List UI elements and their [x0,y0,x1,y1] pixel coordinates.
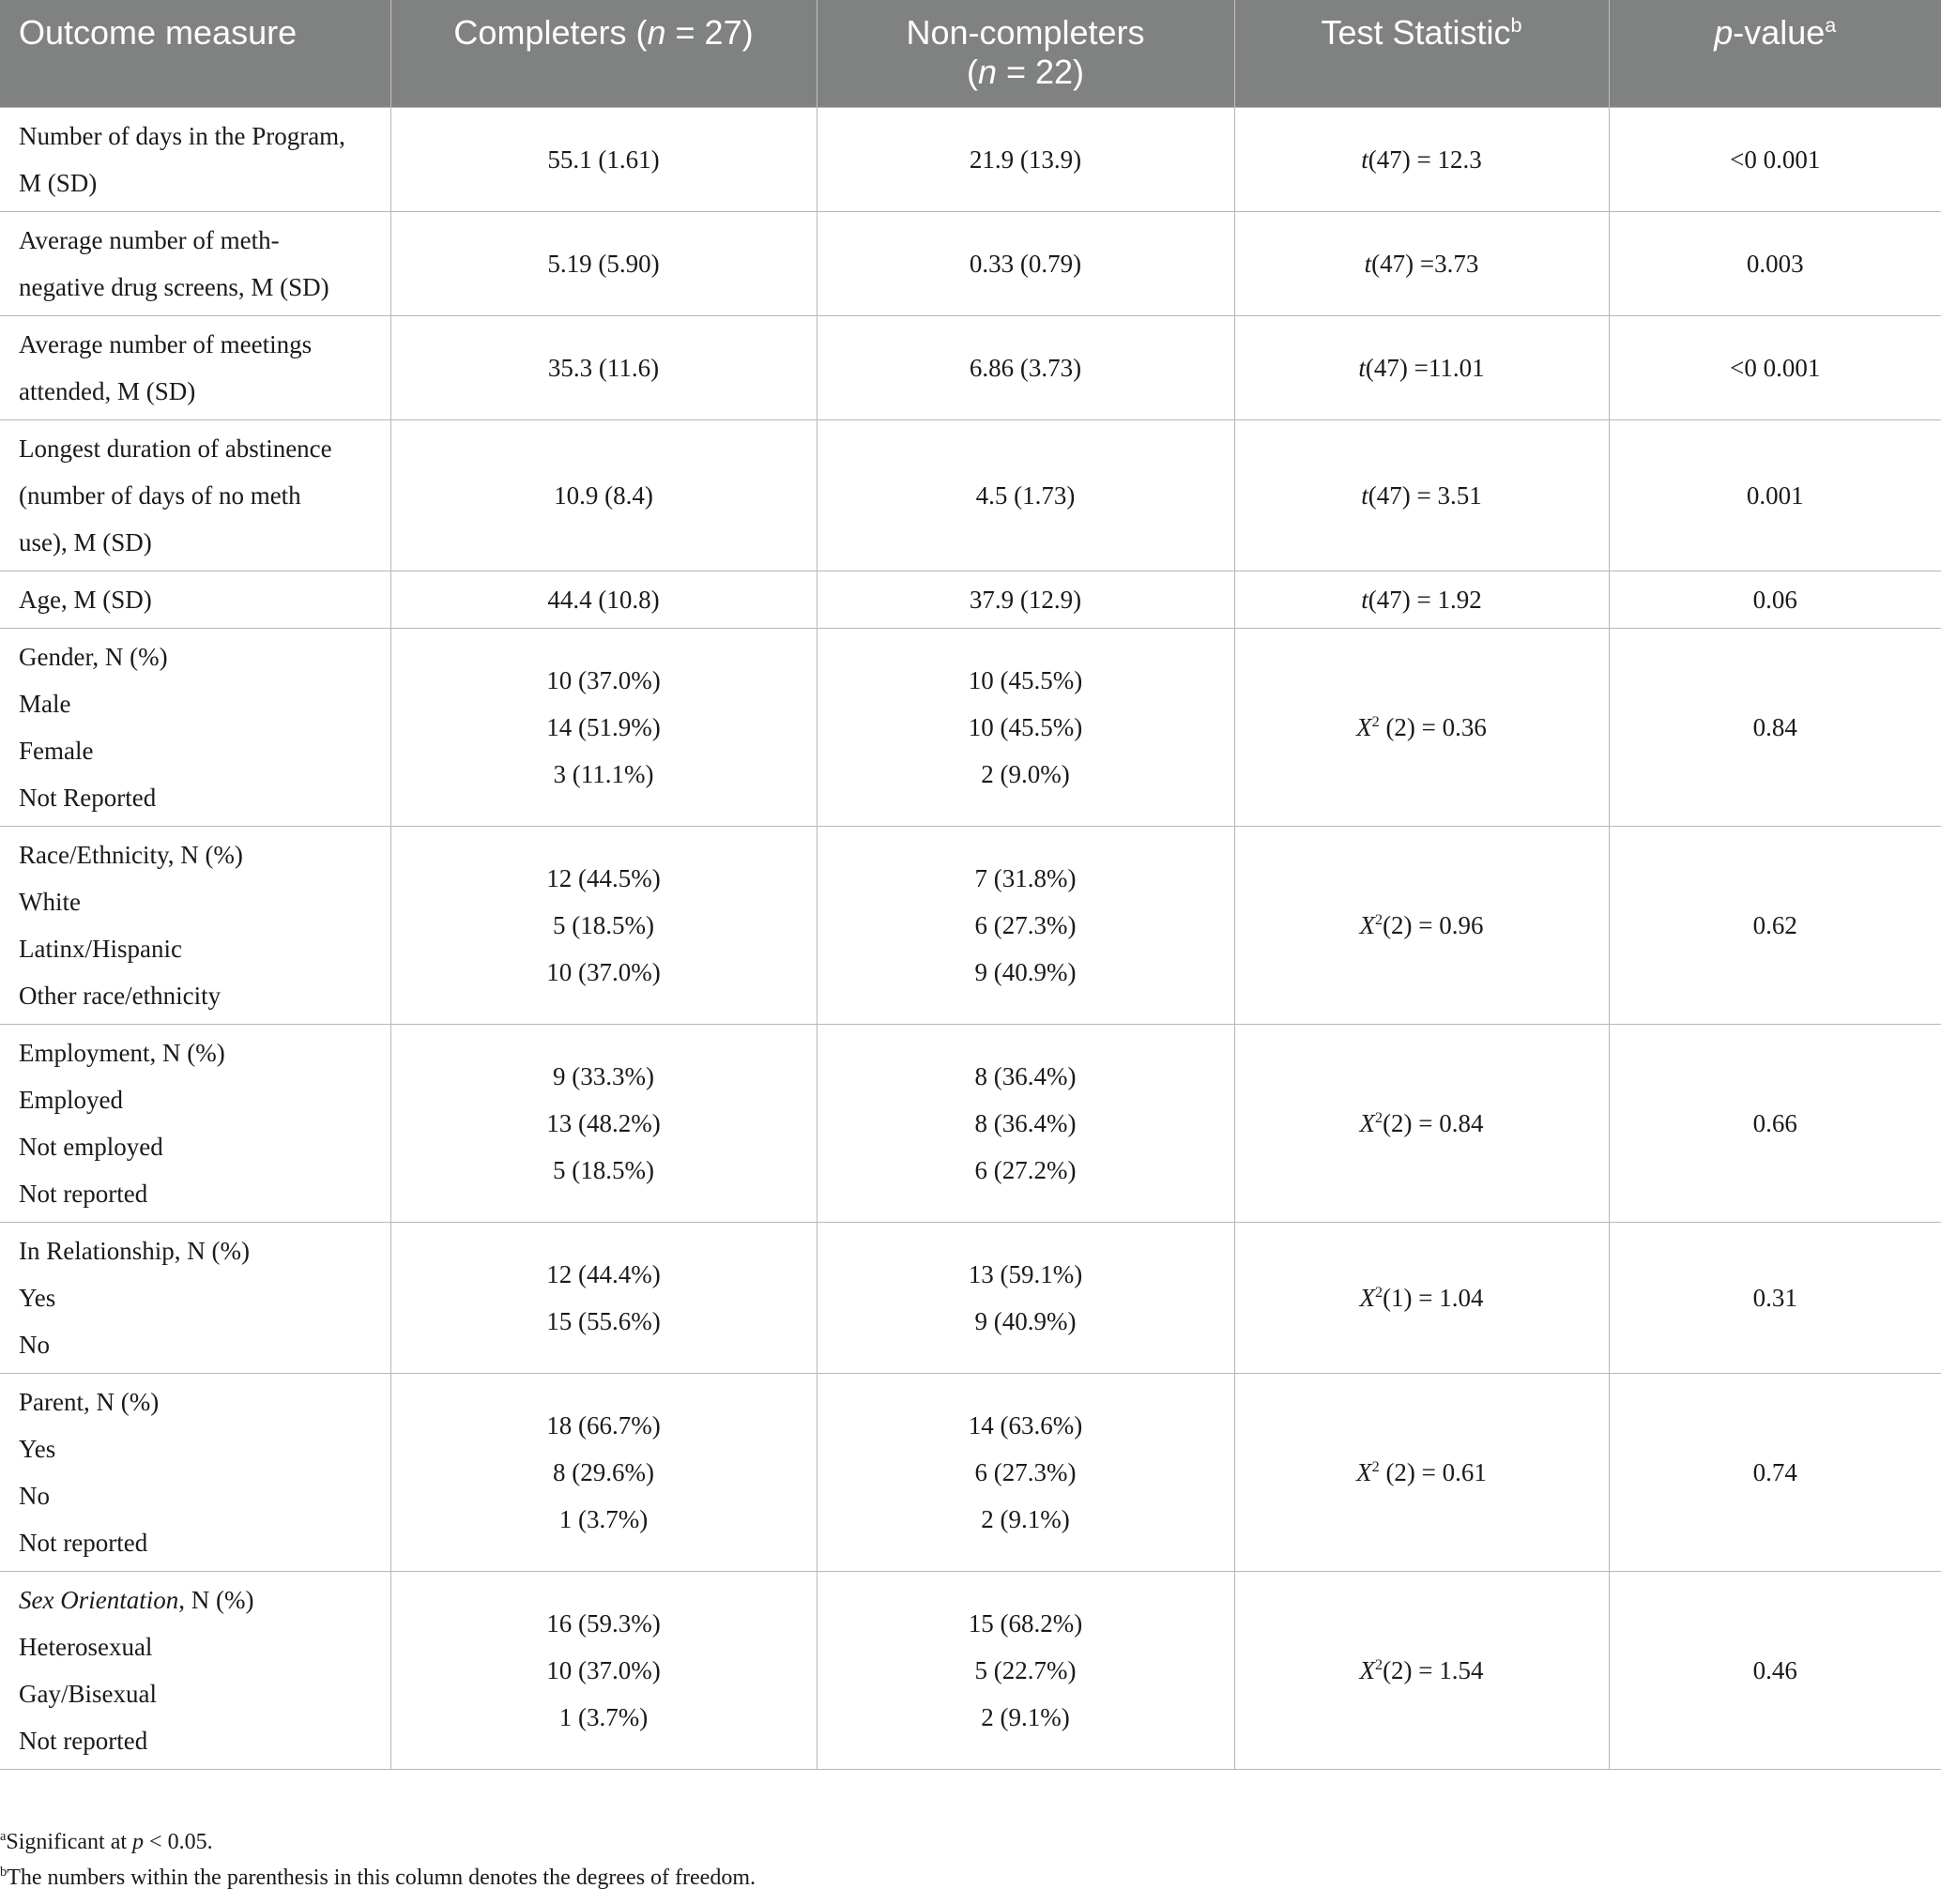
table-row [0,107,1941,211]
cell-p-value: 0.001 [1609,419,1941,571]
cell-outcome-measure: Average number of meetings attended, M (SD) [0,315,390,419]
cell-outcome-measure: In Relationship, N (%) Yes No [0,1222,390,1373]
table-row [0,1571,1941,1769]
table-row [0,1373,1941,1571]
cell-completers: 10.9 (8.4) [390,419,817,571]
cell-completers: 9 (33.3%) 13 (48.2%) 5 (18.5%) [390,1024,817,1222]
cell-p-value: <0 0.001 [1609,315,1941,419]
cell-non-completers: 21.9 (13.9) [817,107,1234,211]
table-row [0,419,1941,571]
cell-non-completers: 4.5 (1.73) [817,419,1234,571]
cell-completers: 16 (59.3%) 10 (37.0%) 1 (3.7%) [390,1571,817,1769]
cell-outcome-measure: Race/Ethnicity, N (%) White Latinx/Hispanic Other race/ethnicity [0,826,390,1024]
cell-test-statistic: $X^2(2) = 1.54$ [1234,1571,1609,1769]
cell-non-completers: 14 (63.6%) 6 (27.3%) 2 (9.1%) [817,1373,1234,1571]
table-body [0,107,1941,1769]
cell-non-completers: 7 (31.8%) 6 (27.3%) 9 (40.9%) [817,826,1234,1024]
cell-outcome-measure: Number of days in the Program, M (SD) [0,107,390,211]
cell-completers: 5.19 (5.90) [390,211,817,315]
footnote-a: $^a$Significant at p < 0.05. [0,1829,213,1854]
cell-p-value: 0.84 [1609,628,1941,826]
cell-test-statistic: t(47) = 12.3 [1234,107,1609,211]
cell-completers: 35.3 (11.6) [390,315,817,419]
cell-completers: 12 (44.4%) 15 (55.6%) [390,1222,817,1373]
cell-non-completers: 8 (36.4%) 8 (36.4%) 6 (27.2%) [817,1024,1234,1222]
table-row [0,1024,1941,1222]
cell-non-completers: 6.86 (3.73) [817,315,1234,419]
table-row [0,826,1941,1024]
cell-test-statistic: $X^2(2) = 0.96$ [1234,826,1609,1024]
cell-test-statistic: $X^2(2) = 0.84$ [1234,1024,1609,1222]
cell-non-completers: 13 (59.1%) 9 (40.9%) [817,1222,1234,1373]
cell-completers: 10 (37.0%) 14 (51.9%) 3 (11.1%) [390,628,817,826]
table-row [0,1222,1941,1373]
cell-p-value: <0 0.001 [1609,107,1941,211]
cell-p-value: 0.46 [1609,1571,1941,1769]
table-row [0,571,1941,628]
cell-test-statistic: $X^2(1) = 1.04$ [1234,1222,1609,1373]
cell-outcome-measure: Parent, N (%) Yes No Not reported [0,1373,390,1571]
cell-test-statistic: t(47) = 1.92 [1234,571,1609,628]
cell-test-statistic: t(47) =3.73 [1234,211,1609,315]
table-row [0,315,1941,419]
cell-p-value: 0.003 [1609,211,1941,315]
cell-completers: 44.4 (10.8) [390,571,817,628]
cell-test-statistic: $X^2$ (2) = 0.61 [1234,1373,1609,1571]
cell-outcome-measure: Age, M (SD) [0,571,390,628]
header-outcome-measure: Outcome measure [0,0,390,107]
cell-non-completers: 15 (68.2%) 5 (22.7%) 2 (9.1%) [817,1571,1234,1769]
cell-outcome-measure: Gender, N (%) Male Female Not Reported [0,628,390,826]
header-p-value: p-value$^a$ [1609,0,1941,107]
cell-completers: 18 (66.7%) 8 (29.6%) 1 (3.7%) [390,1373,817,1571]
cell-p-value: 0.62 [1609,826,1941,1024]
header-completers: Completers (n = 27) [390,0,817,107]
cell-outcome-measure: Employment, N (%) Employed Not employed Not reported [0,1024,390,1222]
footnote-b: $^b$The numbers within the parenthesis in this column denotes the degrees of freedom. [0,1865,756,1890]
cell-completers: 55.1 (1.61) [390,107,817,211]
header-non-completers: Non-completers (n = 22) [817,0,1234,107]
cell-p-value: 0.74 [1609,1373,1941,1571]
header-test-statistic: Test Statistic$^b$ [1234,0,1609,107]
table-header [0,0,1941,107]
cell-non-completers: 10 (45.5%) 10 (45.5%) 2 (9.0%) [817,628,1234,826]
cell-p-value: 0.06 [1609,571,1941,628]
cell-p-value: 0.66 [1609,1024,1941,1222]
cell-outcome-measure: Average number of meth- negative drug screens, M (SD) [0,211,390,315]
cell-non-completers: 0.33 (0.79) [817,211,1234,315]
cell-test-statistic: t(47) = 3.51 [1234,419,1609,571]
cell-test-statistic: $X^2$ (2) = 0.36 [1234,628,1609,826]
table-row [0,628,1941,826]
cell-completers: 12 (44.5%) 5 (18.5%) 10 (37.0%) [390,826,817,1024]
table-row [0,211,1941,315]
cell-outcome-measure: Longest duration of abstinence (number of days of no meth use), M (SD) [0,419,390,571]
cell-outcome-measure: Sex Orientation, N (%) Heterosexual Gay/Bisexual Not reported [0,1571,390,1769]
cell-test-statistic: t(47) =11.01 [1234,315,1609,419]
cell-p-value: 0.31 [1609,1222,1941,1373]
cell-non-completers: 37.9 (12.9) [817,571,1234,628]
